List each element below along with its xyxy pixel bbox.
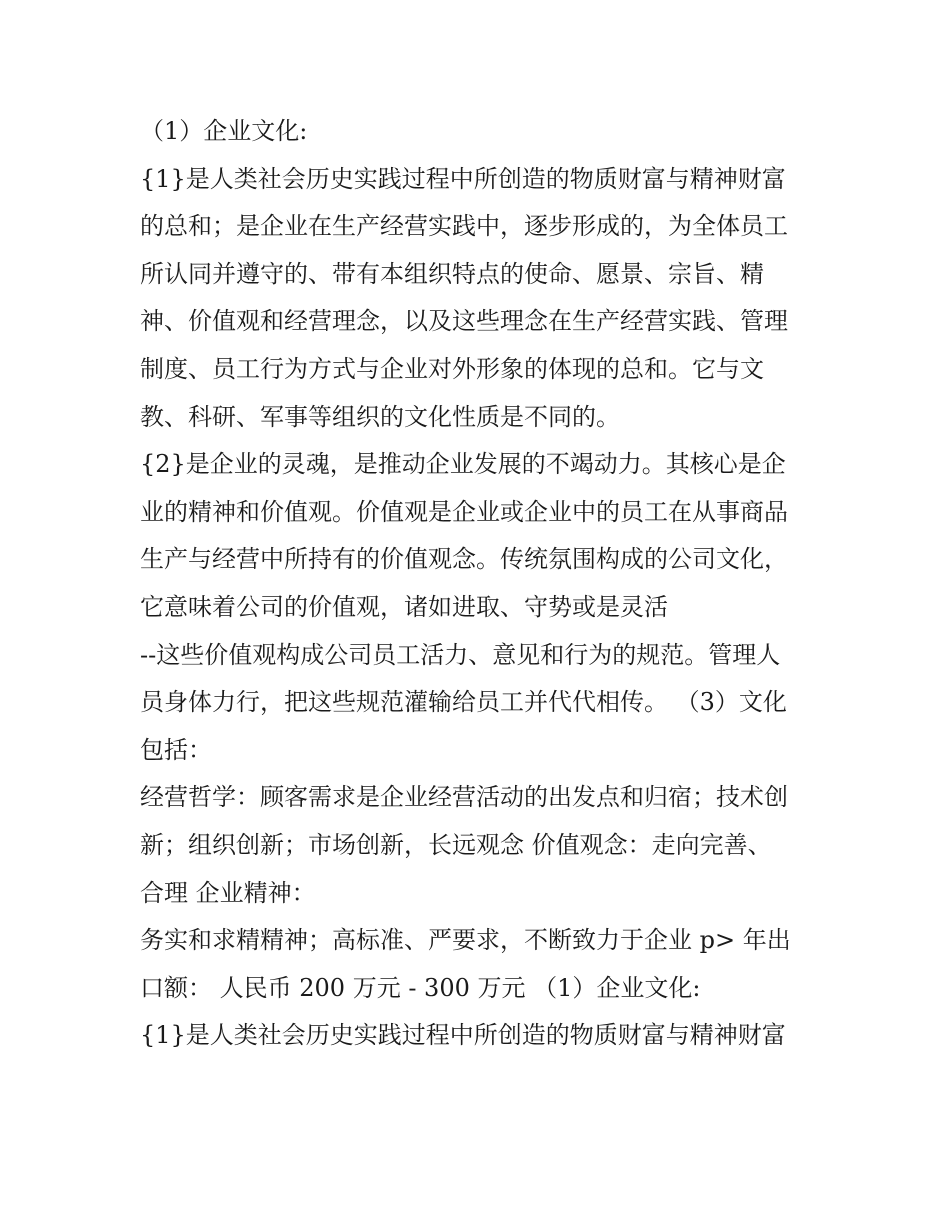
text-line: 包括： [140,735,212,764]
text-line: 员身体力行，把这些规范灌输给员工并代代相传。 （3）文化 [140,688,787,717]
text-line: 神、价值观和经营理念，以及这些理念在生产经营实践、管理 [140,307,788,336]
text-line: 的总和；是企业在生产经营实践中，逐步形成的，为全体员工 [140,212,788,241]
text-line: 教、科研、军事等组织的文化性质是不同的。 [140,402,620,431]
text-line: 业的精神和价值观。价值观是企业或企业中的员工在从事商品 [140,497,788,526]
text-line: --这些价值观构成公司员工活力、意见和行为的规范。管理人 [140,640,781,669]
text-line: （1）企业文化: [140,117,308,145]
text-line: 制度、员工行为方式与企业对外形象的体现的总和。它与文 [140,354,764,383]
text-line: 合理 企业精神： [140,878,316,907]
text-line: 口额： 人民币 200 万元 - 300 万元 （1）企业文化: [140,973,701,1002]
text-line: {1}是人类社会历史实践过程中所创造的物质财富与精神财富 [140,164,786,193]
text-line: {2}是企业的灵魂，是推动企业发展的不竭动力。其核心是企 [140,450,786,479]
text-line: 经营哲学：顾客需求是企业经营活动的出发点和归宿；技术创 [140,783,788,812]
text-line: 所认同并遵守的、带有本组织特点的使命、愿景、宗旨、精 [140,259,764,288]
text-line: 它意味着公司的价值观，诸如进取、守势或是灵活 [140,592,668,621]
text-line: 新；组织创新；市场创新，长远观念 价值观念：走向完善、 [140,830,772,859]
text-line: 生产与经营中所持有的价值观念。传统氛围构成的公司文化， [140,545,788,574]
text-line: {1}是人类社会历史实践过程中所创造的物质财富与精神财富 [140,1021,786,1050]
text-line: 务实和求精精神；高标准、严要求，不断致力于企业 p> 年出 [140,926,791,955]
document-body [140,108,820,1060]
